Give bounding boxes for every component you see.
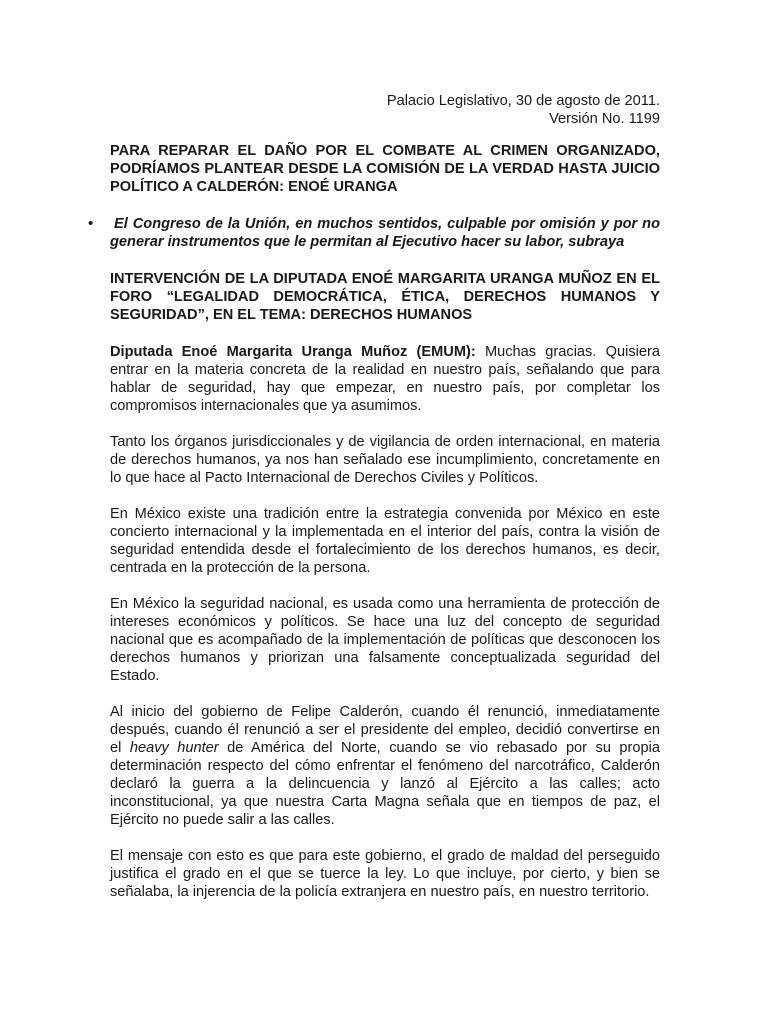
- version-number: Versión No. 1199: [549, 111, 660, 127]
- speech-text-5a: Al inicio del gobierno de Felipe Calderón, cuando él renunció, inmediatamente después, cuando él renunció a ser el presidente del empleo, decidió convertirse en el: [110, 704, 660, 756]
- speech-text-1: Muchas gracias. Quisiera entrar en la materia concreta de la realidad en nuestro país, señalando que para hablar de seguridad, hay que empezar, en nuestro país, por completar los compromisos internacionales que ya asumimos.: [110, 344, 660, 414]
- document-page: [88, 92, 660, 901]
- speech-text-5-italic: heavy hunter: [129, 740, 219, 756]
- speech-paragraph-3: En México existe una tradición entre la estrategia convenida por México en este concierto internacional y la implementada en el interior del país, contra la visión de seguridad entendida desde el fortalecimiento de los derechos humanos, es decir, centrada en la protección de la persona.: [110, 506, 660, 576]
- speech-paragraph-5: [110, 703, 660, 829]
- place-date: Palacio Legislativo, 30 de agosto de 2011.: [386, 93, 660, 109]
- intervention-title: INTERVENCIÓN DE LA DIPUTADA ENOÉ MARGARITA URANGA MUÑOZ EN EL FORO “LEGALIDAD DEMOCRÁTICA, ÉTICA, DERECHOS HUMANOS Y SEGURIDAD”, EN EL TEMA: DERECHOS HUMANOS: [110, 271, 660, 323]
- bullet-icon: •: [88, 215, 94, 232]
- speaker-name: Diputada Enoé Margarita Uranga Muñoz (EMUM):: [110, 344, 476, 360]
- headline: PARA REPARAR EL DAÑO POR EL COMBATE AL CRIMEN ORGANIZADO, PODRÍAMOS PLANTEAR DESDE LA COMISIÓN DE LA VERDAD HASTA JUICIO POLÍTICO A CALDERÓN: ENOÉ URANGA: [110, 143, 660, 195]
- speech-paragraph-2: Tanto los órganos jurisdiccionales y de vigilancia de orden internacional, en materia de derechos humanos, ya nos han señalado ese incumplimiento, concretamente en lo que hace al Pacto Internacional de Derechos Civiles y Políticos.: [110, 434, 660, 486]
- bullet-text: El Congreso de la Unión, en muchos sentidos, culpable por omisión y por no generar instrumentos que le permitan al Ejecutivo hacer su labor, subraya: [110, 216, 660, 250]
- speech-paragraph-1: [110, 343, 660, 415]
- speech-text-5b: de América del Norte, cuando se vio rebasado por su propia determinación respecto del cómo enfrentar el fenómeno del narcotráfico, Calderón declaró la guerra a la delincuencia y lanzó al Ejército a las calles; acto inconstitucional, ya que nuestra Carta Magna señala que en tiempos de paz, el Ejército no puede salir a las calles.: [110, 740, 660, 828]
- speech-paragraph-6: El mensaje con esto es que para este gobierno, el grado de maldad del perseguido justifica el grado en el que se tuerce la ley. Lo que incluye, por cierto, y bien se señalaba, la injerencia de la policía extranjera en nuestro país, en nuestro territorio.: [110, 848, 660, 900]
- speech-paragraph-4: En México la seguridad nacional, es usada como una herramienta de protección de intereses económicos y políticos. Se hace una luz del concepto de seguridad nacional que es acompañado de la implementación de políticas que desconocen los derechos humanos y priorizan una falsamente conceptualizada seguridad del Estado.: [110, 596, 660, 684]
- bullet-item: [88, 215, 660, 251]
